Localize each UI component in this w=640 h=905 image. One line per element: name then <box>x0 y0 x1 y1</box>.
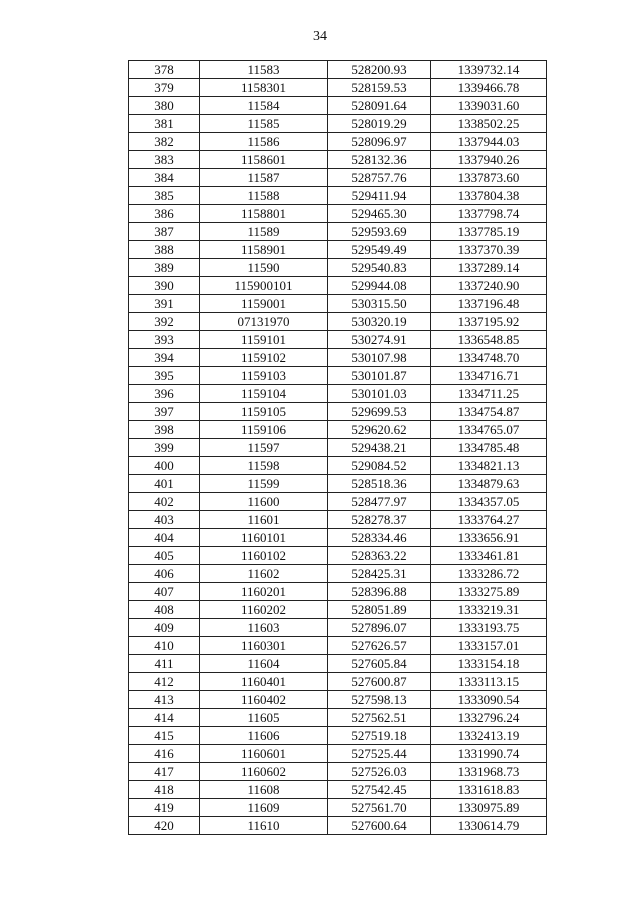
point-id-cell: 1160201 <box>200 583 328 601</box>
x-coordinate-cell: 527561.70 <box>328 799 431 817</box>
point-number-cell: 378 <box>129 61 200 79</box>
point-id-cell: 1160202 <box>200 601 328 619</box>
x-coordinate-cell: 528278.37 <box>328 511 431 529</box>
table-row <box>129 583 547 601</box>
y-coordinate-cell: 1334716.71 <box>431 367 547 385</box>
point-number-cell: 395 <box>129 367 200 385</box>
table-row <box>129 313 547 331</box>
y-coordinate-cell: 1330975.89 <box>431 799 547 817</box>
table-row <box>129 817 547 835</box>
point-id-cell: 1160301 <box>200 637 328 655</box>
table-row <box>129 709 547 727</box>
point-id-cell: 1159105 <box>200 403 328 421</box>
table-row <box>129 385 547 403</box>
x-coordinate-cell: 529438.21 <box>328 439 431 457</box>
point-number-cell: 382 <box>129 133 200 151</box>
point-number-cell: 418 <box>129 781 200 799</box>
table-row <box>129 655 547 673</box>
y-coordinate-cell: 1339466.78 <box>431 79 547 97</box>
y-coordinate-cell: 1336548.85 <box>431 331 547 349</box>
table-row <box>129 763 547 781</box>
y-coordinate-cell: 1339732.14 <box>431 61 547 79</box>
x-coordinate-cell: 528019.29 <box>328 115 431 133</box>
point-id-cell: 11601 <box>200 511 328 529</box>
y-coordinate-cell: 1334879.63 <box>431 475 547 493</box>
point-id-cell: 11609 <box>200 799 328 817</box>
point-id-cell: 07131970 <box>200 313 328 331</box>
point-id-cell: 11602 <box>200 565 328 583</box>
y-coordinate-cell: 1337944.03 <box>431 133 547 151</box>
y-coordinate-cell: 1337195.92 <box>431 313 547 331</box>
y-coordinate-cell: 1337370.39 <box>431 241 547 259</box>
x-coordinate-cell: 528518.36 <box>328 475 431 493</box>
point-number-cell: 390 <box>129 277 200 295</box>
point-id-cell: 11598 <box>200 457 328 475</box>
point-number-cell: 397 <box>129 403 200 421</box>
x-coordinate-cell: 530320.19 <box>328 313 431 331</box>
point-id-cell: 11606 <box>200 727 328 745</box>
point-number-cell: 379 <box>129 79 200 97</box>
x-coordinate-cell: 529944.08 <box>328 277 431 295</box>
point-number-cell: 412 <box>129 673 200 691</box>
y-coordinate-cell: 1331618.83 <box>431 781 547 799</box>
point-number-cell: 405 <box>129 547 200 565</box>
point-number-cell: 404 <box>129 529 200 547</box>
x-coordinate-cell: 529593.69 <box>328 223 431 241</box>
point-id-cell: 1160402 <box>200 691 328 709</box>
coordinates-table-body <box>129 61 547 835</box>
table-row <box>129 547 547 565</box>
table-row <box>129 223 547 241</box>
point-id-cell: 1158601 <box>200 151 328 169</box>
table-row <box>129 187 547 205</box>
y-coordinate-cell: 1334711.25 <box>431 385 547 403</box>
x-coordinate-cell: 529084.52 <box>328 457 431 475</box>
point-id-cell: 1160101 <box>200 529 328 547</box>
x-coordinate-cell: 529620.62 <box>328 421 431 439</box>
point-number-cell: 415 <box>129 727 200 745</box>
y-coordinate-cell: 1333219.31 <box>431 601 547 619</box>
point-number-cell: 402 <box>129 493 200 511</box>
table-row <box>129 241 547 259</box>
y-coordinate-cell: 1332796.24 <box>431 709 547 727</box>
point-id-cell: 1160601 <box>200 745 328 763</box>
table-row <box>129 277 547 295</box>
point-id-cell: 1159106 <box>200 421 328 439</box>
point-id-cell: 115900101 <box>200 277 328 295</box>
table-row <box>129 349 547 367</box>
point-number-cell: 380 <box>129 97 200 115</box>
point-id-cell: 1160102 <box>200 547 328 565</box>
x-coordinate-cell: 527600.64 <box>328 817 431 835</box>
y-coordinate-cell: 1337240.90 <box>431 277 547 295</box>
table-row <box>129 637 547 655</box>
coordinates-table <box>128 60 547 835</box>
point-number-cell: 419 <box>129 799 200 817</box>
y-coordinate-cell: 1334357.05 <box>431 493 547 511</box>
y-coordinate-cell: 1337196.48 <box>431 295 547 313</box>
table-row <box>129 151 547 169</box>
table-row <box>129 295 547 313</box>
table-row <box>129 133 547 151</box>
x-coordinate-cell: 529540.83 <box>328 259 431 277</box>
point-number-cell: 388 <box>129 241 200 259</box>
point-number-cell: 409 <box>129 619 200 637</box>
table-row <box>129 97 547 115</box>
y-coordinate-cell: 1333090.54 <box>431 691 547 709</box>
point-number-cell: 401 <box>129 475 200 493</box>
point-number-cell: 393 <box>129 331 200 349</box>
point-id-cell: 11608 <box>200 781 328 799</box>
point-number-cell: 392 <box>129 313 200 331</box>
table-row <box>129 529 547 547</box>
table-row <box>129 79 547 97</box>
point-number-cell: 407 <box>129 583 200 601</box>
y-coordinate-cell: 1331968.73 <box>431 763 547 781</box>
point-number-cell: 411 <box>129 655 200 673</box>
y-coordinate-cell: 1333193.75 <box>431 619 547 637</box>
table-row <box>129 493 547 511</box>
point-number-cell: 410 <box>129 637 200 655</box>
y-coordinate-cell: 1337940.26 <box>431 151 547 169</box>
point-number-cell: 384 <box>129 169 200 187</box>
x-coordinate-cell: 528159.53 <box>328 79 431 97</box>
point-number-cell: 391 <box>129 295 200 313</box>
y-coordinate-cell: 1337785.19 <box>431 223 547 241</box>
y-coordinate-cell: 1337798.74 <box>431 205 547 223</box>
point-id-cell: 1158301 <box>200 79 328 97</box>
y-coordinate-cell: 1337873.60 <box>431 169 547 187</box>
y-coordinate-cell: 1333461.81 <box>431 547 547 565</box>
x-coordinate-cell: 527605.84 <box>328 655 431 673</box>
table-row <box>129 421 547 439</box>
point-number-cell: 400 <box>129 457 200 475</box>
table-row <box>129 673 547 691</box>
page-number: 34 <box>313 29 327 44</box>
point-number-cell: 420 <box>129 817 200 835</box>
y-coordinate-cell: 1334821.13 <box>431 457 547 475</box>
point-id-cell: 11589 <box>200 223 328 241</box>
y-coordinate-cell: 1334748.70 <box>431 349 547 367</box>
table-row <box>129 367 547 385</box>
x-coordinate-cell: 528363.22 <box>328 547 431 565</box>
x-coordinate-cell: 530101.03 <box>328 385 431 403</box>
x-coordinate-cell: 527542.45 <box>328 781 431 799</box>
point-number-cell: 385 <box>129 187 200 205</box>
point-id-cell: 11588 <box>200 187 328 205</box>
y-coordinate-cell: 1333275.89 <box>431 583 547 601</box>
point-id-cell: 11605 <box>200 709 328 727</box>
table-row <box>129 511 547 529</box>
x-coordinate-cell: 528096.97 <box>328 133 431 151</box>
y-coordinate-cell: 1331990.74 <box>431 745 547 763</box>
x-coordinate-cell: 528051.89 <box>328 601 431 619</box>
y-coordinate-cell: 1333154.18 <box>431 655 547 673</box>
x-coordinate-cell: 528132.36 <box>328 151 431 169</box>
x-coordinate-cell: 530274.91 <box>328 331 431 349</box>
table-row <box>129 475 547 493</box>
x-coordinate-cell: 529465.30 <box>328 205 431 223</box>
x-coordinate-cell: 527896.07 <box>328 619 431 637</box>
point-number-cell: 398 <box>129 421 200 439</box>
point-number-cell: 403 <box>129 511 200 529</box>
y-coordinate-cell: 1334754.87 <box>431 403 547 421</box>
table-row <box>129 61 547 79</box>
point-number-cell: 394 <box>129 349 200 367</box>
x-coordinate-cell: 527519.18 <box>328 727 431 745</box>
point-number-cell: 416 <box>129 745 200 763</box>
x-coordinate-cell: 527525.44 <box>328 745 431 763</box>
point-number-cell: 414 <box>129 709 200 727</box>
table-row <box>129 403 547 421</box>
point-number-cell: 406 <box>129 565 200 583</box>
point-id-cell: 11599 <box>200 475 328 493</box>
table-row <box>129 439 547 457</box>
table-row <box>129 799 547 817</box>
point-number-cell: 386 <box>129 205 200 223</box>
table-row <box>129 745 547 763</box>
table-row <box>129 727 547 745</box>
y-coordinate-cell: 1330614.79 <box>431 817 547 835</box>
point-number-cell: 417 <box>129 763 200 781</box>
point-id-cell: 1160602 <box>200 763 328 781</box>
y-coordinate-cell: 1333286.72 <box>431 565 547 583</box>
point-id-cell: 1158801 <box>200 205 328 223</box>
point-id-cell: 11590 <box>200 259 328 277</box>
y-coordinate-cell: 1334765.07 <box>431 421 547 439</box>
point-number-cell: 383 <box>129 151 200 169</box>
x-coordinate-cell: 528334.46 <box>328 529 431 547</box>
point-id-cell: 11585 <box>200 115 328 133</box>
table-row <box>129 169 547 187</box>
x-coordinate-cell: 530315.50 <box>328 295 431 313</box>
x-coordinate-cell: 527600.87 <box>328 673 431 691</box>
table-row <box>129 619 547 637</box>
point-number-cell: 399 <box>129 439 200 457</box>
y-coordinate-cell: 1334785.48 <box>431 439 547 457</box>
y-coordinate-cell: 1333113.15 <box>431 673 547 691</box>
x-coordinate-cell: 528757.76 <box>328 169 431 187</box>
point-number-cell: 387 <box>129 223 200 241</box>
y-coordinate-cell: 1337289.14 <box>431 259 547 277</box>
table-row <box>129 331 547 349</box>
x-coordinate-cell: 527598.13 <box>328 691 431 709</box>
point-id-cell: 1160401 <box>200 673 328 691</box>
x-coordinate-cell: 529699.53 <box>328 403 431 421</box>
x-coordinate-cell: 527526.03 <box>328 763 431 781</box>
y-coordinate-cell: 1338502.25 <box>431 115 547 133</box>
table-row <box>129 781 547 799</box>
point-number-cell: 408 <box>129 601 200 619</box>
point-id-cell: 11586 <box>200 133 328 151</box>
point-id-cell: 1159001 <box>200 295 328 313</box>
x-coordinate-cell: 528091.64 <box>328 97 431 115</box>
x-coordinate-cell: 528477.97 <box>328 493 431 511</box>
point-id-cell: 11600 <box>200 493 328 511</box>
point-id-cell: 11583 <box>200 61 328 79</box>
point-id-cell: 11610 <box>200 817 328 835</box>
point-id-cell: 1159104 <box>200 385 328 403</box>
point-id-cell: 1159101 <box>200 331 328 349</box>
x-coordinate-cell: 528425.31 <box>328 565 431 583</box>
table-row <box>129 115 547 133</box>
point-number-cell: 413 <box>129 691 200 709</box>
table-row <box>129 565 547 583</box>
point-id-cell: 11604 <box>200 655 328 673</box>
y-coordinate-cell: 1333157.01 <box>431 637 547 655</box>
table-row <box>129 601 547 619</box>
x-coordinate-cell: 528396.88 <box>328 583 431 601</box>
y-coordinate-cell: 1333764.27 <box>431 511 547 529</box>
point-id-cell: 1159103 <box>200 367 328 385</box>
point-id-cell: 1158901 <box>200 241 328 259</box>
table-row <box>129 691 547 709</box>
x-coordinate-cell: 529411.94 <box>328 187 431 205</box>
y-coordinate-cell: 1339031.60 <box>431 97 547 115</box>
point-id-cell: 11584 <box>200 97 328 115</box>
point-number-cell: 389 <box>129 259 200 277</box>
x-coordinate-cell: 527562.51 <box>328 709 431 727</box>
y-coordinate-cell: 1337804.38 <box>431 187 547 205</box>
point-number-cell: 381 <box>129 115 200 133</box>
point-number-cell: 396 <box>129 385 200 403</box>
x-coordinate-cell: 527626.57 <box>328 637 431 655</box>
y-coordinate-cell: 1333656.91 <box>431 529 547 547</box>
x-coordinate-cell: 530107.98 <box>328 349 431 367</box>
point-id-cell: 11597 <box>200 439 328 457</box>
table-row <box>129 259 547 277</box>
point-id-cell: 11587 <box>200 169 328 187</box>
x-coordinate-cell: 530101.87 <box>328 367 431 385</box>
point-id-cell: 11603 <box>200 619 328 637</box>
table-row <box>129 205 547 223</box>
table-row <box>129 457 547 475</box>
point-id-cell: 1159102 <box>200 349 328 367</box>
x-coordinate-cell: 529549.49 <box>328 241 431 259</box>
x-coordinate-cell: 528200.93 <box>328 61 431 79</box>
y-coordinate-cell: 1332413.19 <box>431 727 547 745</box>
